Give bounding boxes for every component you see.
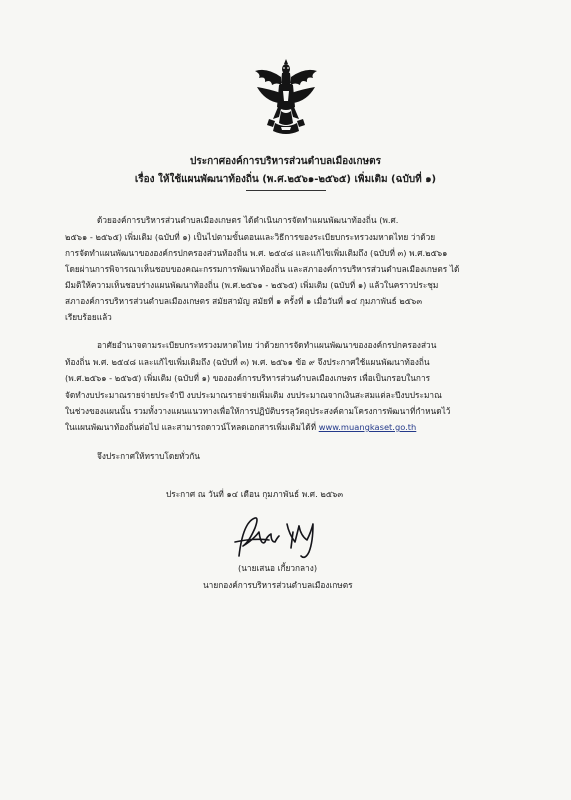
announcement-date: ประกาศ ณ วันที่ ๑๔ เดือน กุมภาพันธ์ พ.ศ. ๒๕๖๓ (166, 489, 344, 499)
paragraph1-line: เรียบร้อยแล้ว (65, 312, 112, 322)
paragraph2-line: ท้องถิ่น พ.ศ. ๒๕๔๘ และแก้ไขเพิ่มเติมถึง (ฉบับที่ ๓) พ.ศ. ๒๕๖๑ ข้อ ๙ จึงประกาศใช้แผนพัฒนาท้องถิ่น (65, 357, 430, 367)
paragraph1-line: ๒๕๖๑ - ๒๕๖๕) เพิ่มเติม (ฉบับที่ ๑) เป็นไปตามขั้นตอนและวิธีการของระเบียบกระทรวงมหาดไทย ว่าด้วย (65, 232, 436, 242)
paragraph2-line: (พ.ศ.๒๕๖๑ - ๒๕๖๕) เพิ่มเติม (ฉบับที่ ๑) ขององค์การบริหารส่วนตำบลเมืองเกษตร เพื่อเป็นกรอบในการ (65, 373, 431, 383)
announcement-subject: เรื่อง ให้ใช้แผนพัฒนาท้องถิ่น (พ.ศ.๒๕๖๑-๒๕๖๕) เพิ่มเติม (ฉบับที่ ๑) (134, 174, 437, 185)
website-link[interactable]: www.muangkaset.go.th (318, 422, 417, 432)
paragraph2-line: อาศัยอำนาจตามระเบียบกระทรวงมหาดไทย ว่าด้วยการจัดทำแผนพัฒนาขององค์กรปกครองส่วน (97, 340, 437, 350)
paragraph2-line: จัดทำงบประมาณรายจ่ายประจำปี งบประมาณรายจ่ายเพิ่มเติม งบประมาณจากเงินสะสมแต่ละปีงบประมาณ (65, 390, 442, 400)
paragraph1-line: มีมติให้ความเห็นชอบร่างแผนพัฒนาท้องถิ่น (พ.ศ.๒๕๖๑ - ๒๕๖๕) เพิ่มเติม (ฉบับที่ ๑) แล้วในคราวประชุม (65, 280, 439, 290)
signer-name: (นายเสนอ เกี้ยวกลาง) (238, 563, 318, 573)
paragraph1-line: สภาองค์การบริหารส่วนตำบลเมืองเกษตร สมัยสามัญ สมัยที่ ๑ ครั้งที่ ๑ เมื่อวันที่ ๑๔ กุมภาพันธ์ ๒๕๖๓ (65, 296, 422, 306)
paragraph1-line: ด้วยองค์การบริหารส่วนตำบลเมืองเกษตร ได้ดำเนินการจัดทำแผนพัฒนาท้องถิ่น (พ.ศ. (97, 215, 399, 225)
garuda-emblem-icon (251, 57, 321, 139)
signer-title: นายกองค์การบริหารส่วนตำบลเมืองเกษตร (203, 580, 353, 590)
paragraph2-line: ในช่วงของแผนนั้น รวมทั้งวางแผนแนวทางเพื่อให้การปฏิบัติบรรลุวัตถุประสงค์ตามโครงการพัฒนาที่กำหนดไว้ (65, 406, 451, 416)
closing-statement: จึงประกาศให้ทราบโดยทั่วกัน (97, 451, 200, 461)
title-divider (246, 190, 326, 191)
paragraph1-line: โดยผ่านการพิจารณาเห็นชอบของคณะกรรมการพัฒนาท้องถิ่น และสภาองค์การบริหารส่วนตำบลเมืองเกษตร ได้ (65, 264, 460, 274)
announcement-title: ประกาศองค์การบริหารส่วนตำบลเมืองเกษตร (190, 156, 381, 167)
paragraph2-line (65, 422, 416, 432)
paragraph1-line: การจัดทำแผนพัฒนาขององค์กรปกครองส่วนท้องถิ่น พ.ศ. ๒๕๔๘ และแก้ไขเพิ่มเติมถึง (ฉบับที่ ๓) พ.ศ.๒๕๖๑ (65, 248, 448, 258)
handwritten-signature-icon (225, 512, 345, 564)
paragraph2-last-text: ในแผนพัฒนาท้องถิ่นต่อไป และสามารถดาวน์โหลดเอกสารเพิ่มเติมได้ที่ (65, 422, 317, 432)
